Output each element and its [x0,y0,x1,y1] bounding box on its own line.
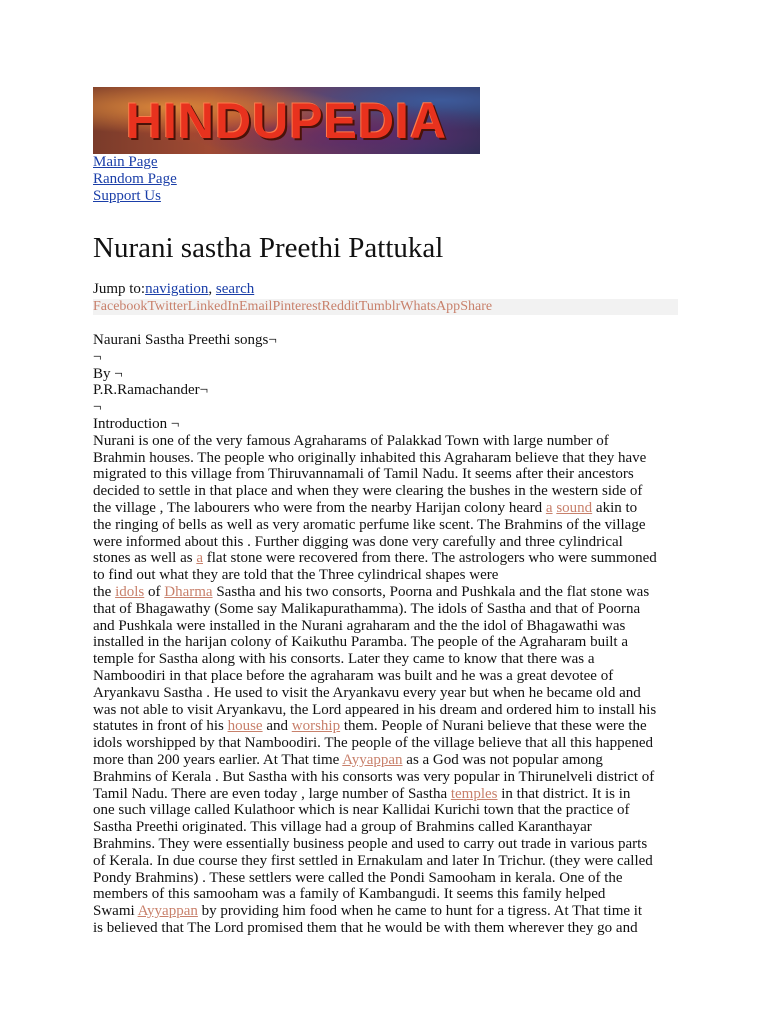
logo-text: HINDUPEDIA [125,93,448,149]
share-linkedin[interactable]: LinkedIn [187,299,239,314]
text-line: Sastha Preethi originated. This village had a group of Brahmins called Karanthayar [93,819,592,836]
inline-link-ayyappan[interactable]: Ayyappan [137,903,198,920]
share-more[interactable]: Share [460,299,493,314]
text-line: Aryankavu Sastha . He used to visit the Aryankavu every year but when he became old and [93,684,641,701]
text-line: members of this samooham was a family of Kambangudi. It seems this family helped [93,886,606,903]
text-line [93,550,678,567]
hindupedia-logo[interactable] [93,87,480,154]
text-line: Brahmins of Kerala . But Sastha with his consorts was very popular in Thirunelveli district of [93,768,655,785]
text-span: and [262,718,292,735]
share-reddit[interactable]: Reddit [321,299,359,314]
text-line [93,500,678,517]
text-span: akin to [592,499,638,516]
share-facebook[interactable]: Facebook [93,299,148,314]
share-whatsapp[interactable]: WhatsApp [400,299,461,314]
support-us-link[interactable]: Support Us [93,188,161,204]
text-line: installed in the harijan colony of Kaikuthu Paramba. The people of the Agraharam built a [93,634,628,651]
text-line: was not able to visit Aryankavu, the Lord appeared in his dream and ordered him to install his [93,701,657,718]
text-line: to find out what they are told that the Three cylindrical shapes were [93,567,499,584]
text-line: one such village called Kulathoor which is near Kallidai Kurichi town that the practice of [93,802,630,819]
inline-link-house[interactable]: house [227,718,263,735]
article-subtitle: Naurani Sastha Preethi songs¬ [93,332,277,348]
text-line: ¬ [93,399,102,416]
share-bar [93,299,678,315]
text-line: and Pushkala were installed in the Nurani agraharam and the the idol of Bhagawathi was [93,617,626,634]
text-line: is believed that The Lord promised them that he would be with them wherever they go and [93,919,638,936]
text-line: Nurani is one of the very famous Agraharams of Palakkad Town with large number of [93,432,609,449]
text-line: Brahmins. They were essentially business people and used to carry out trade in various parts [93,835,648,852]
jump-to [93,280,678,299]
share-tumblr[interactable]: Tumblr [358,299,401,314]
text-line [93,752,678,769]
text-span: as a God was not popular among [402,751,603,768]
text-line: the ringing of bells as well as very aromatic perfume like scent. The Brahmins of the village [93,516,646,533]
main-page-link[interactable]: Main Page [93,154,158,170]
text-line: idols worshipped by that Namboodiri. The people of the village believe that all this happened [93,735,654,752]
text-span: statutes in front of his [93,718,228,735]
share-twitter[interactable]: Twitter [147,299,188,314]
jump-search-link[interactable]: search [215,281,255,297]
share-pinterest[interactable]: Pinterest [272,299,322,314]
text-span: Tamil Nadu. There are even today , large number of Sastha [93,785,451,802]
inline-link-a[interactable]: a [545,499,553,516]
share-email[interactable]: Email [239,299,273,314]
text-span: in that district. It is in [497,785,631,802]
text-line: Pondy Brahmins) . These settlers were called the Pondi Samooham in kerala. One of the [93,869,623,886]
inline-link-a[interactable]: a [196,550,203,567]
text-line: decided to settle in that place and when they were clearing the bushes in the western side of [93,483,643,500]
text-span: more than 200 years earlier. At That time [93,751,343,768]
text-line: that of Bhagawathy (Some say Malikapurathamma). The idols of Sastha and that of Poorna [93,600,641,617]
text-line: Namboodiri in that place before the agraharam was built and he was a great devotee of [93,667,614,684]
jump-separator: , [208,281,216,297]
text-line: ¬ [93,348,102,365]
text-line [93,786,678,803]
inline-link-dharma[interactable]: Dharma [164,583,213,600]
page-title: Nurani sastha Preethi Pattukal [93,232,444,264]
author: P.R.Ramachander¬ [93,382,209,399]
text-line: temple for Sastha along with his consorts. Later they came to know that there was a [93,651,595,668]
text-span: Swami [93,903,138,920]
text-line [93,584,678,601]
text-span: them. People of Nurani believe that these were the [340,718,647,735]
inline-link-temples[interactable]: temples [450,785,498,802]
text-line [93,903,678,920]
text-line: Brahmin houses. The people who originally inhabited this Agraharam believe that they have [93,449,647,466]
random-page-link[interactable]: Random Page [93,171,177,187]
text-span: Sastha and his two consorts, Poorna and Pushkala and the flat stone was [212,583,650,600]
text-line: migrated to this village from Thiruvannamali of Tamil Nadu. It seems after their ancestors [93,466,634,483]
text-line: were informed about this . Further digging was done very carefully and three cylindrical [93,533,623,550]
text-span: stones as well as [93,550,197,567]
text-line: of Kerala. In due course they first settled in Ernakulam and later In Trichur. (they were called [93,852,653,869]
jump-prefix: Jump to: [93,281,146,297]
text-span: flat stone were recovered from there. The astrologers who were summoned [203,550,657,567]
text-span: of [144,583,165,600]
inline-link-idols[interactable]: idols [115,583,145,600]
text-span: by providing him food when he came to hunt for a tigress. At That time it [197,903,643,920]
section-heading: Introduction ¬ [93,415,180,432]
jump-navigation-link[interactable]: navigation [145,281,209,297]
text-line [93,718,678,735]
text-span: the village , The labourers who were from the nearby Harijan colony heard [93,499,546,516]
inline-link-sound[interactable]: sound [556,499,593,516]
site-nav [93,154,678,205]
page [93,87,678,937]
inline-link-worship[interactable]: worship [291,718,341,735]
article-body [93,332,678,937]
text-span: the [93,583,116,600]
byline: By ¬ [93,365,123,382]
inline-link-ayyappan[interactable]: Ayyappan [342,751,403,768]
